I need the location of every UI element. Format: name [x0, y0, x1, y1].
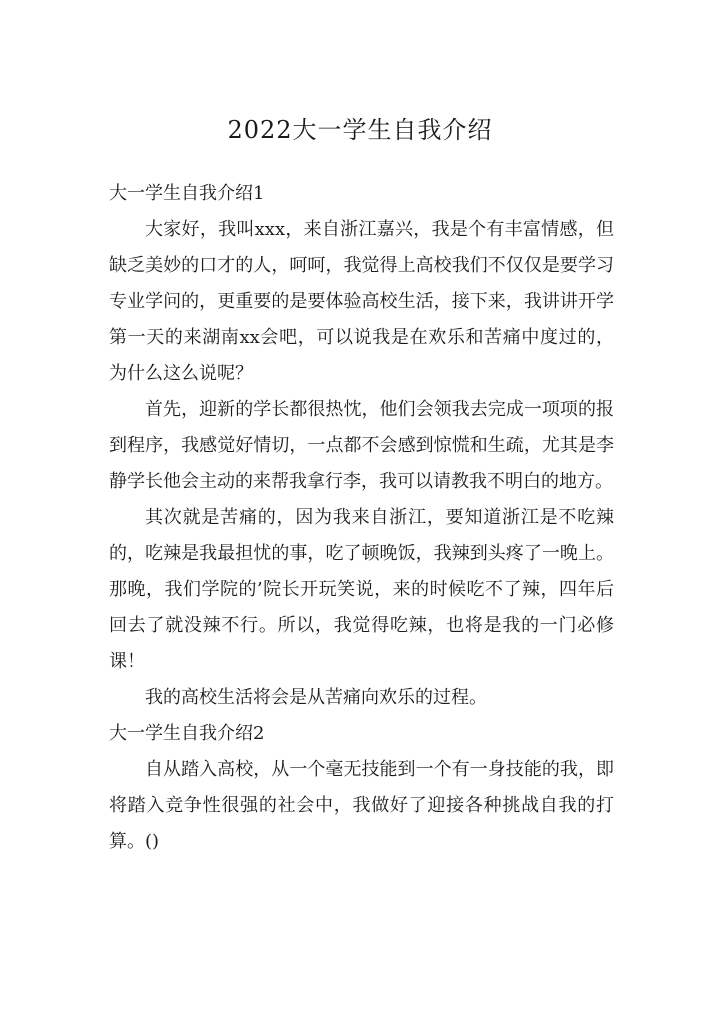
paragraph: 大家好，我叫xxx，来自浙江嘉兴，我是个有丰富情感，但缺乏美妙的口才的人，呵呵，我觉得上高校我们不仅仅是要学习专业学问的，更重要的是要体验高校生活，接下来，我讲讲开学第一天的来湖南xx会吧，可以说我是在欢乐和苦痛中度过的，为什么这么说呢？: [109, 219, 614, 384]
section-heading: 大一学生自我介绍1: [109, 183, 265, 204]
paragraph: 首先，迎新的学长都很热忱，他们会领我去完成一项项的报到程序，我感觉好情切，一点都不会感到惊慌和生疏，尤其是李静学长他会主动的来帮我拿行李，我可以请教我不明白的地方。: [109, 399, 614, 492]
document-title: 2022大一学生自我介绍: [227, 116, 493, 144]
section-1: [109, 176, 614, 716]
paragraph: 我的高校生活将会是从苦痛向欢乐的过程。: [145, 687, 487, 708]
paragraph: 自从踏入高校，从一个毫无技能到一个有一身技能的我，即将踏入竞争性很强的社会中，我做好了迎接各种挑战自我的打算。(): [109, 759, 614, 852]
section-heading: 大一学生自我介绍2: [109, 723, 265, 744]
section-2: [109, 716, 614, 860]
document-body: [109, 176, 614, 860]
paragraph: 其次就是苦痛的，因为我来自浙江，要知道浙江是不吃辣的，吃辣是我最担忧的事，吃了顿晚饭，我辣到头疼了一晚上。那晚，我们学院的’院长开玩笑说，来的时候吃不了辣，四年后回去了就没辣不行。所以，我觉得吃辣，也将是我的一门必修课！: [109, 507, 614, 672]
